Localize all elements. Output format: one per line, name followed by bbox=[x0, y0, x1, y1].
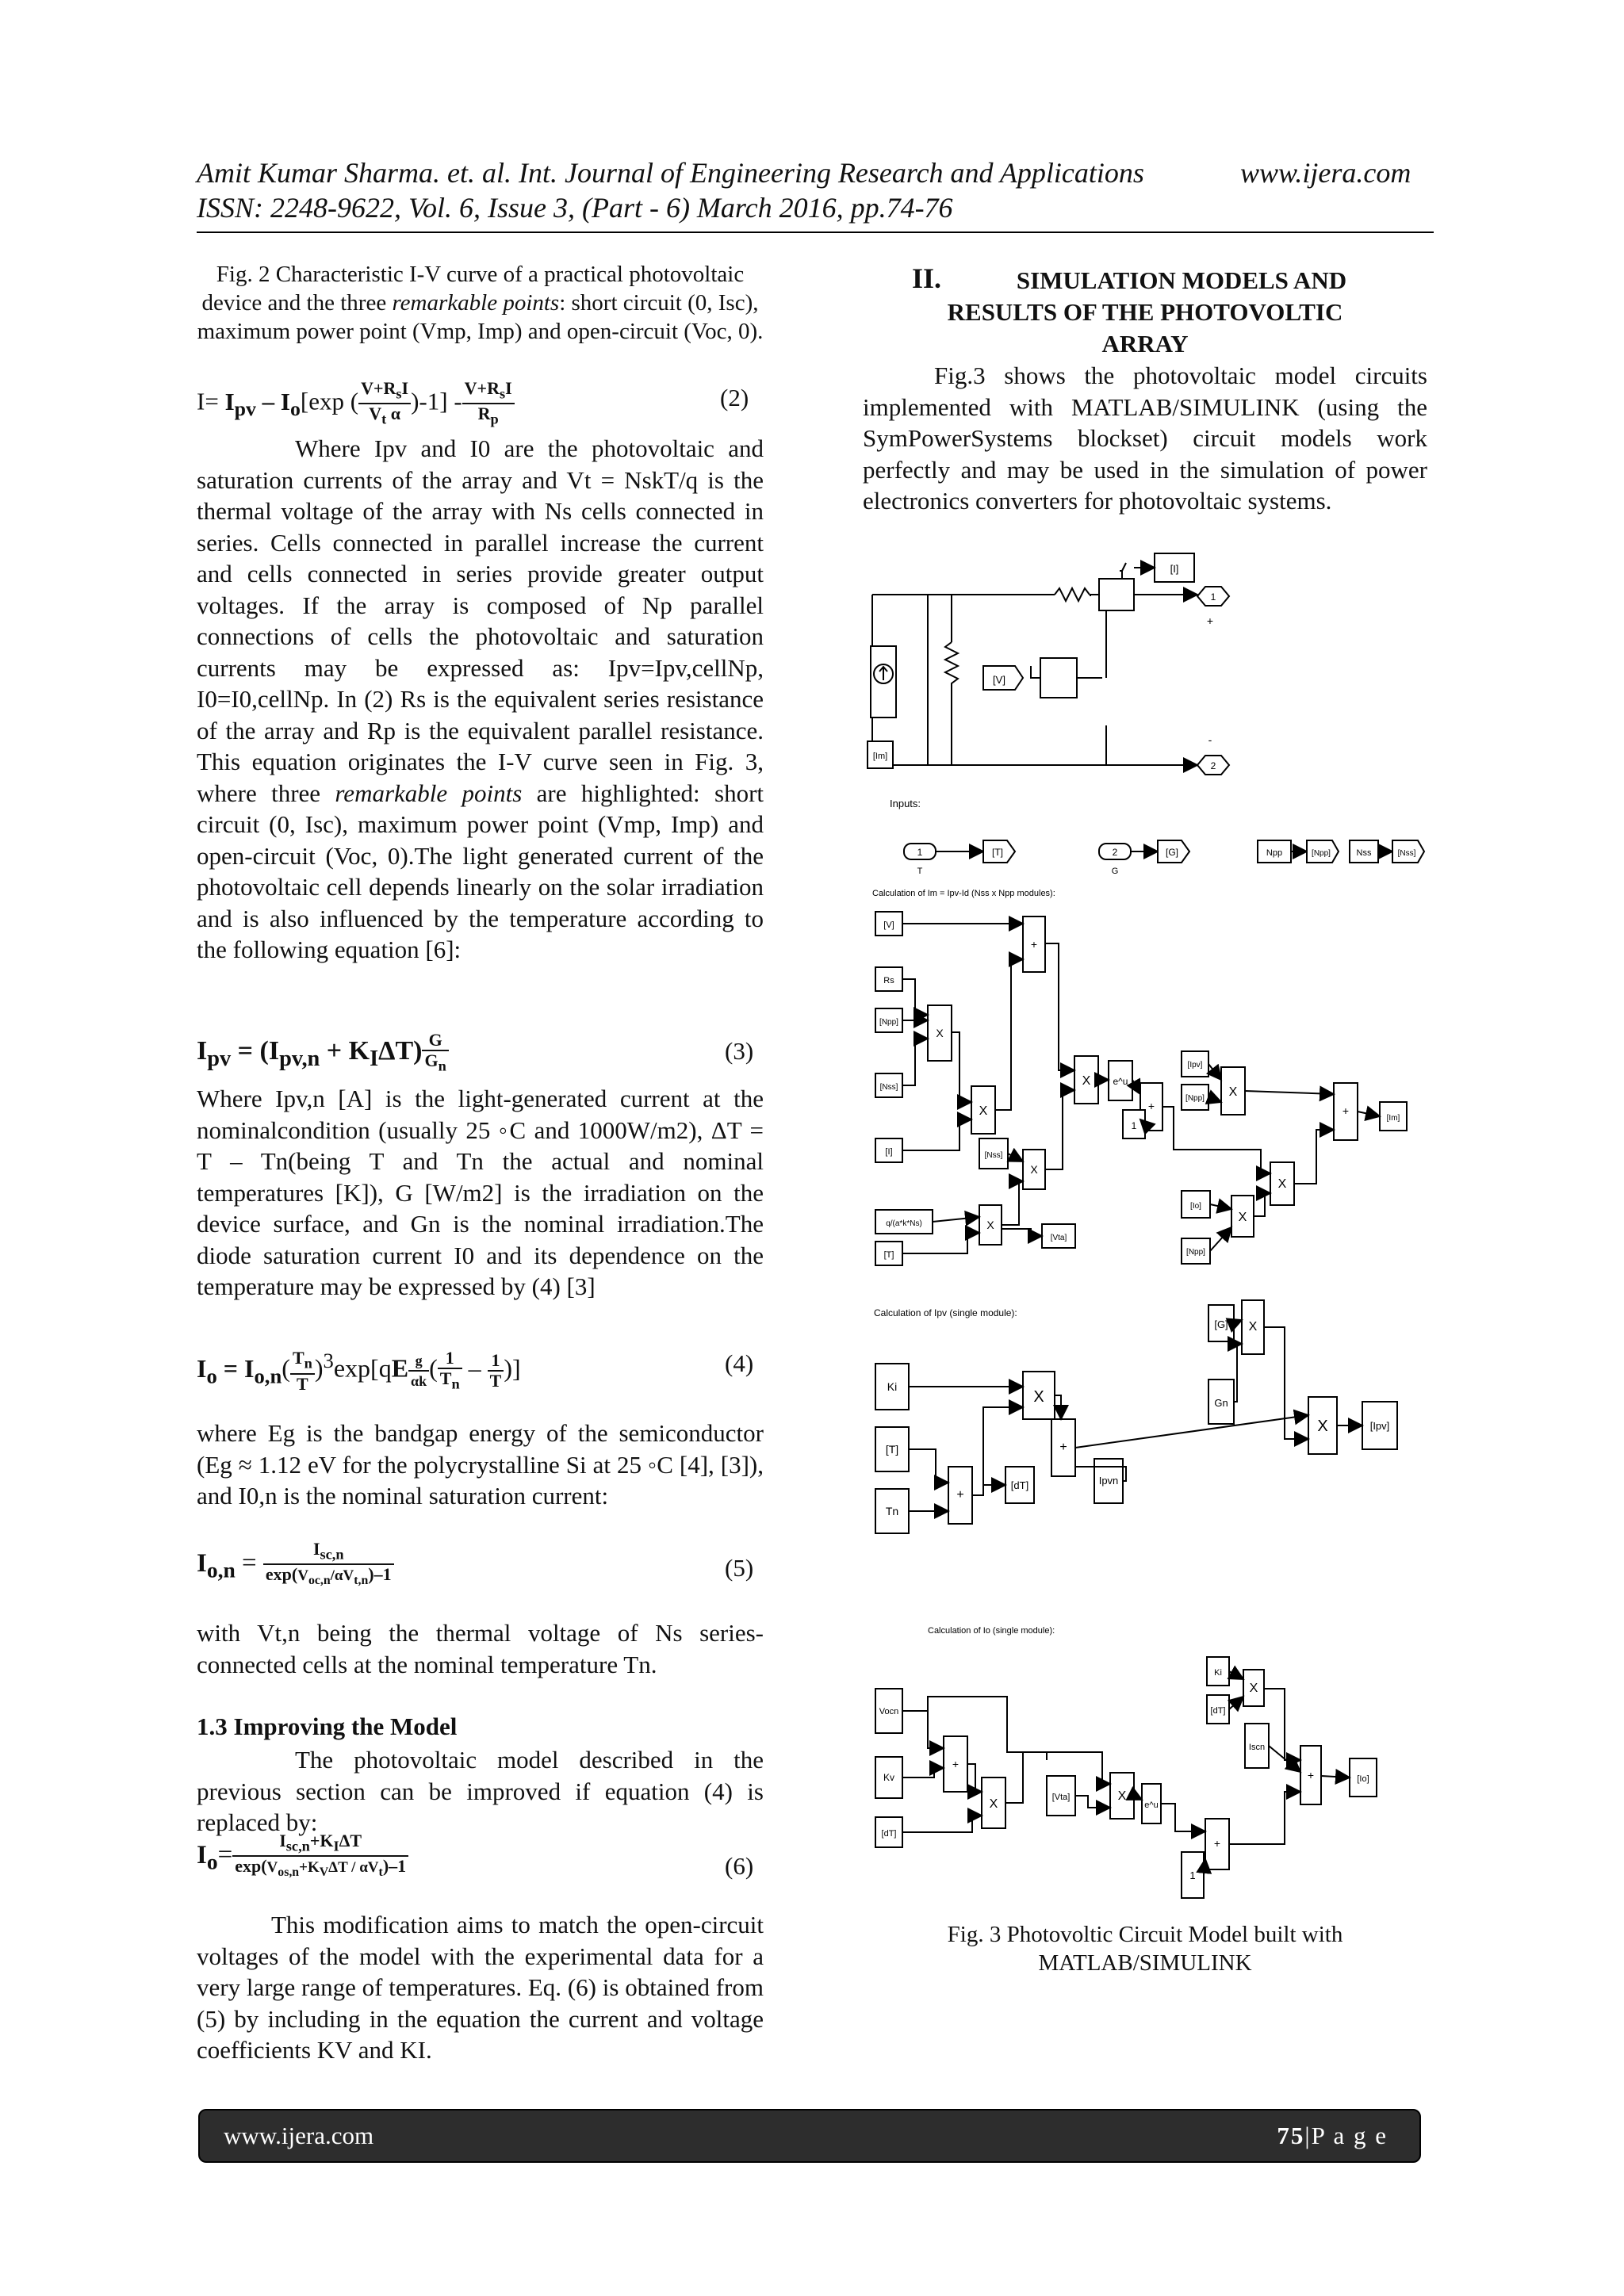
section-2-number: II. bbox=[912, 262, 942, 294]
page-label: |P a g e bbox=[1304, 2122, 1388, 2149]
im-product-3: X bbox=[986, 1219, 994, 1231]
ipv-sum-1: + bbox=[956, 1488, 964, 1502]
im-block-T: [T] bbox=[883, 1250, 894, 1260]
tag-V-goto: [V] bbox=[993, 674, 1005, 686]
fig2-caption-text: Fig. 2 Characteristic I-V curve of a practical photovoltaic device and the three bbox=[201, 262, 745, 316]
io-divide-final: + bbox=[1307, 1769, 1315, 1781]
footer-website-link[interactable]: www.ijera.com bbox=[224, 2122, 374, 2149]
ipv-const-Ki: Ki bbox=[887, 1380, 898, 1393]
io-const-Ki: Ki bbox=[1214, 1668, 1222, 1678]
im-product-1: X bbox=[979, 1104, 988, 1118]
goto-Nss: [Nss] bbox=[1397, 849, 1416, 858]
page-footer bbox=[198, 2109, 1421, 2163]
im-from-Npp3: [Npp] bbox=[1186, 1248, 1205, 1257]
ipv-const-Ipvn: Ipvn bbox=[1098, 1475, 1119, 1487]
paragraph-1-text-end: are highlighted: short circuit (0, Isc), maximum power point (Vmp, Imp) and open-circuit (Voc, 0).The light generated current of the photovoltaic cell depends linearly on the solar irradiation and is also influenced by the temperature according to the following equation [6]: bbox=[197, 779, 764, 963]
input-port-T-label: T bbox=[917, 867, 923, 876]
header-website[interactable]: www.ijera.com bbox=[1240, 157, 1411, 189]
port-1-plus: + bbox=[1206, 614, 1214, 627]
paragraph-2: Where Ipv,n [A] is the light-generated current at the nominalcondition (usually 25 ◦C and 1000W/m2), ΔT = T – Tn(being T and Tn the actual and nominal temperatures [K]), G [W/m2] is the irradiation on the device surface, and Gn is the nominal irradiation.The diode saturation current I0 and its dependence on the temperature may be expressed by (4) [3] bbox=[197, 1085, 764, 1300]
equation-4: $I_o = I_{o,n}$( $\frac{T_n}{T}$ )$^3$exp[qE $\frac{g}{\alpha k}$ ( $\frac{1}{T_n}$ – $\frac{1}{T}$ )] bbox=[197, 1348, 521, 1394]
im-goto-Vta: [Vta] bbox=[1050, 1234, 1067, 1242]
section-2-paragraph: Fig.3 shows the photovoltaic model circuits implemented with MATLAB/SIMULINK (using the SymPowerSystems blockset) circuit models work perfectly and may be used in the simulation of power electronics converters for photovoltaic systems. bbox=[863, 362, 1427, 515]
inputs-label: Inputs: bbox=[890, 798, 921, 809]
const-Npp: Npp bbox=[1266, 848, 1283, 858]
footer-page-number bbox=[1277, 2122, 1388, 2150]
equation-3-number: (3) bbox=[725, 1037, 754, 1065]
current-meter-block bbox=[1099, 579, 1134, 610]
io-const-Iscn: Iscn bbox=[1248, 1743, 1266, 1752]
io-from-dT: [dT] bbox=[881, 1829, 897, 1839]
im-sum-3: + bbox=[1342, 1104, 1350, 1117]
fig3-simulink-diagram bbox=[864, 547, 1459, 1919]
im-block-Npp: [Npp] bbox=[879, 1018, 898, 1027]
fig2-caption bbox=[197, 260, 764, 346]
im-block-I: [I] bbox=[885, 1147, 893, 1157]
goto-G: [G] bbox=[1165, 847, 1179, 858]
paragraph-1-emphasis: remarkable points bbox=[335, 779, 523, 807]
equation-5-number: (5) bbox=[725, 1554, 754, 1582]
paragraph-1-text: Where Ipv and I0 are the photovoltaic and saturation currents of the array and Vt = NskT/q is the thermal voltage of the array with Ns cells connected in series. Cells connected in parallel increase the current and cells connected in series provide greater output voltages. If the array is composed of Np parallel connections of cells the photovoltaic and saturation currents may be expressed as: Ipv=Ipv,cellNp, I0=I0,cellNp. In (2) Rs is the equivalent series resistance of the array and Rp is the equivalent parallel resistance. This equation originates the I-V curve seen in Fig. 3, where three bbox=[197, 434, 764, 807]
io-from-dT1: [dT] bbox=[1210, 1706, 1226, 1716]
output-port-1: 1 bbox=[1210, 591, 1216, 603]
goto-T: [T] bbox=[992, 847, 1003, 858]
im-product-5: X bbox=[1228, 1085, 1238, 1099]
im-exp-block: e^u bbox=[1113, 1076, 1128, 1087]
ipv-from-G: [G] bbox=[1214, 1318, 1228, 1330]
im-block-q: q/(a*k*Ns) bbox=[886, 1219, 922, 1228]
ipv-product-1: X bbox=[1033, 1388, 1044, 1406]
goto-Npp: [Npp] bbox=[1312, 849, 1331, 858]
calc-im-label: Calculation of Im = Ipv-Id (Nss x Npp modules): bbox=[872, 889, 1055, 898]
output-port-2: 2 bbox=[1210, 760, 1216, 771]
paragraph-4: with Vt,n being the thermal voltage of Ns series-connected cells at the nominal temperature Tn. bbox=[197, 1619, 764, 1678]
im-product-2: X bbox=[1030, 1163, 1038, 1176]
io-const-one: 1 bbox=[1189, 1869, 1196, 1881]
io-sum-1: + bbox=[952, 1758, 959, 1770]
ipv-goto-Ipv: [Ipv] bbox=[1369, 1420, 1390, 1432]
current-source-block bbox=[871, 646, 896, 718]
calc-io-label: Calculation of Io (single module): bbox=[928, 1626, 1055, 1636]
im-from-Io: [Io] bbox=[1190, 1202, 1201, 1211]
equation-2-number: (2) bbox=[720, 384, 749, 411]
fig2-caption-text-end: : short circuit (0, Isc), maximum power point (Vmp, Imp) and open-circuit (Voc, 0). bbox=[197, 290, 764, 344]
running-header-line1 bbox=[197, 155, 1144, 190]
tag-I-label: [I] bbox=[1170, 563, 1179, 575]
ipv-goto-dT: [dT] bbox=[1010, 1479, 1029, 1491]
im-product-6: X bbox=[1238, 1211, 1247, 1224]
paragraph-6: This modification aims to match the open-circuit voltages of the model with the experimental data for a very large range of temperatures. Eq. (6) is obtained from (5) by including in the equation the current and voltage coefficients KV and KI. bbox=[197, 1911, 764, 2064]
io-exp-block: e^u bbox=[1144, 1800, 1159, 1810]
equation-4-number: (4) bbox=[725, 1349, 754, 1377]
fig3-caption-line2: MATLAB/SIMULINK bbox=[1038, 1950, 1252, 1976]
io-const-Kv: Kv bbox=[883, 1772, 895, 1783]
page-number: 75 bbox=[1277, 2122, 1305, 2149]
ipv-sum-2: + bbox=[1059, 1441, 1067, 1454]
paragraph-3: where Eg is the bandgap energy of the semiconductor (Eg ≈ 1.12 eV for the polycrystalline Si at 25 ◦C [4], [3]), and I0,n is the nominal saturation current: bbox=[197, 1419, 764, 1510]
header-rule bbox=[197, 232, 1434, 233]
fig3-caption-line1: Fig. 3 Photovoltic Circuit Model built with bbox=[947, 1922, 1343, 1947]
input-port-G-label: G bbox=[1111, 867, 1119, 876]
equation-5: $I_{o,n}$ = $\frac{I_{sc,n}}{\exp(V_{oc,n}/\alpha V_{t,n})-1}$ bbox=[197, 1540, 394, 1590]
section-2-title-1: SIMULATION MODELS AND bbox=[1016, 266, 1347, 294]
section-1-3-heading: 1.3 Improving the Model bbox=[197, 1712, 458, 1740]
im-const-one: 1 bbox=[1131, 1120, 1137, 1131]
tag-Im-from: [Im] bbox=[872, 752, 888, 761]
im-product-4: X bbox=[1082, 1074, 1091, 1088]
im-goto-Im: [Im] bbox=[1386, 1114, 1400, 1123]
header-citation: Amit Kumar Sharma. et. al. Int. Journal of Engineering Research and Applications bbox=[197, 157, 1144, 189]
im-block-V: [V] bbox=[883, 920, 894, 930]
input-port-G: 2 bbox=[1112, 847, 1118, 858]
section-2-title-2: RESULTS OF THE PHOTOVOLTIC bbox=[947, 298, 1343, 326]
input-port-T: 1 bbox=[917, 847, 923, 858]
paragraph-1 bbox=[197, 433, 764, 966]
ipv-const-Tn: Tn bbox=[885, 1505, 899, 1517]
im-product-7: X bbox=[1277, 1177, 1287, 1191]
ipv-from-T: [T] bbox=[885, 1443, 899, 1456]
im-sum-2: + bbox=[1147, 1100, 1155, 1112]
running-header-line2: ISSN: 2248-9622, Vol. 6, Issue 3, (Part - 6) March 2016, pp.74-76 bbox=[197, 192, 953, 224]
ipv-product-2: X bbox=[1317, 1418, 1328, 1435]
port-2-minus: - bbox=[1208, 733, 1212, 746]
section-2-title-3: ARRAY bbox=[1101, 330, 1189, 358]
equation-6: $I_o=$ $\frac{I_{sc,n}+K_I\Delta T}{\exp(V_{os,n}+K_V\Delta T / \alpha V_t)-1}$ bbox=[197, 1831, 408, 1882]
im-from-Npp2: [Npp] bbox=[1185, 1094, 1205, 1103]
im-block-Nss2: [Nss] bbox=[984, 1151, 1003, 1160]
io-product-2: X bbox=[1249, 1682, 1258, 1695]
ipv-divide: X bbox=[1248, 1320, 1258, 1334]
im-from-Ipv: [Ipv] bbox=[1187, 1061, 1203, 1070]
io-const-Vocn: Vocn bbox=[879, 1707, 899, 1716]
paragraph-5: The photovoltaic model described in the previous section can be improved if equation (4) is replaced by: bbox=[197, 1746, 764, 1836]
calc-ipv-label: Calculation of Ipv (single module): bbox=[874, 1307, 1017, 1318]
io-sum-2: + bbox=[1213, 1837, 1221, 1850]
equation-2: $I= I_{pv} - I_o[\exp$ ( $\frac{V+R_sI}{V_t \alpha}$ )-1] - $\frac{V+R_sI}{R_p}$ bbox=[197, 379, 515, 429]
ipv-const-Gn: Gn bbox=[1214, 1397, 1228, 1409]
im-sum-1: + bbox=[1030, 938, 1038, 951]
const-Nss: Nss bbox=[1356, 848, 1372, 858]
equation-6-number: (6) bbox=[725, 1852, 754, 1880]
io-goto-Io: [Io] bbox=[1357, 1774, 1369, 1784]
io-from-Vta: [Vta] bbox=[1051, 1793, 1071, 1802]
io-divide: X bbox=[1117, 1789, 1127, 1803]
im-block-Rs: Rs bbox=[883, 976, 894, 985]
equation-3: $I_{pv} = (I_{pv,n} + K_I\Delta T)$ $\frac{G}{G_n}$ bbox=[197, 1031, 449, 1075]
controlled-voltage-source bbox=[1040, 658, 1077, 698]
fig2-caption-emphasis: remarkable points bbox=[392, 290, 560, 316]
im-block-Nss: [Nss] bbox=[879, 1083, 898, 1092]
im-divide-block: X bbox=[936, 1027, 944, 1039]
io-product-1: X bbox=[989, 1797, 998, 1811]
